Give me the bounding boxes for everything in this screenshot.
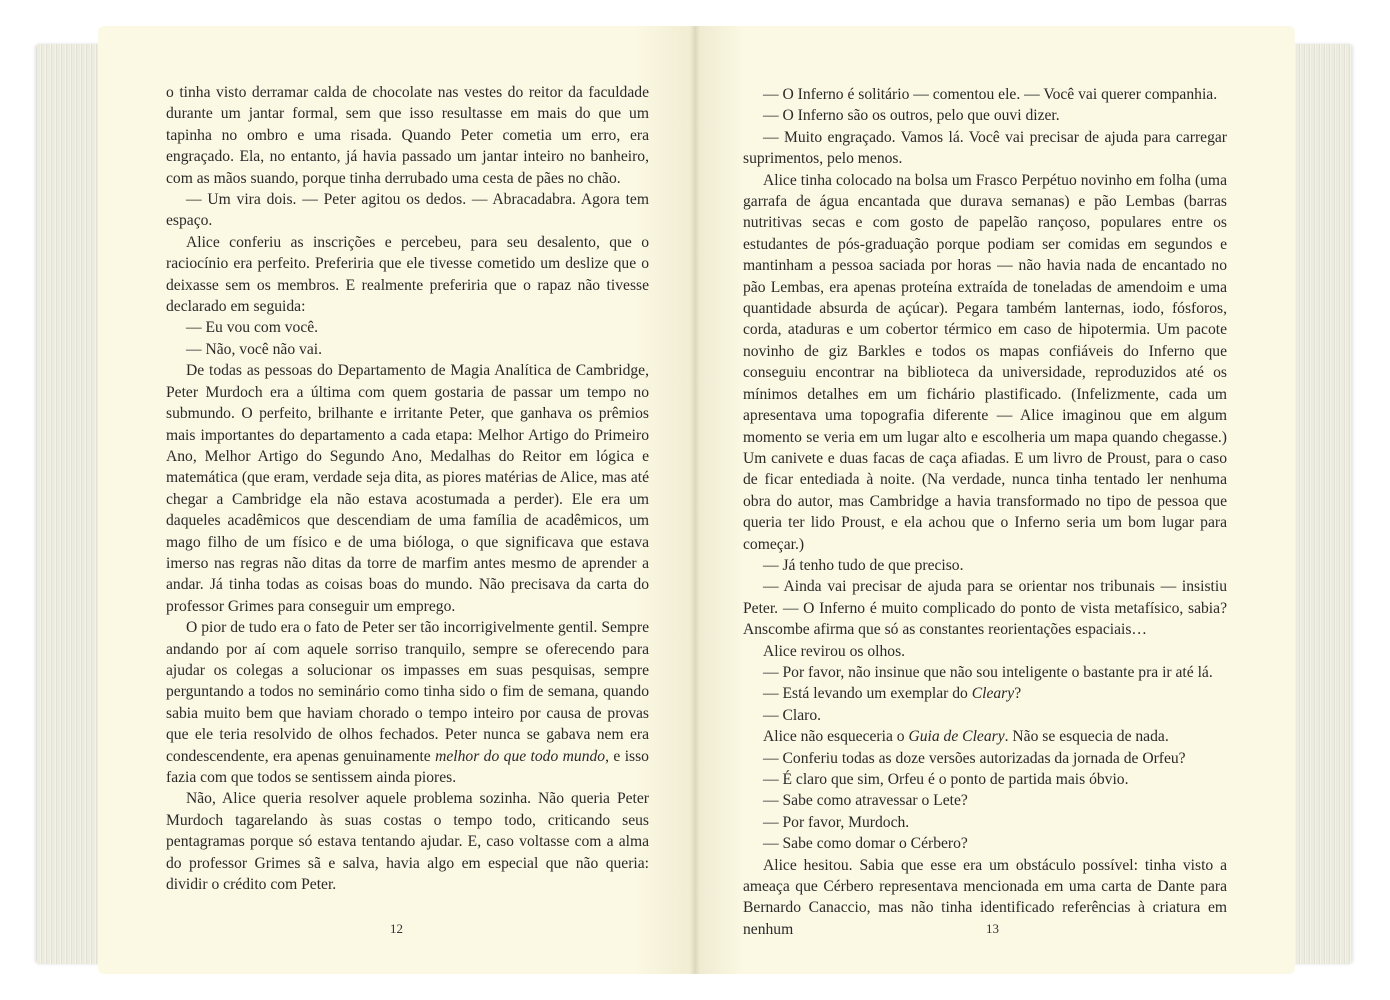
paragraph-text: — O Inferno é solitário — comentou ele. — Você vai querer companhia. xyxy=(763,86,1218,103)
paragraph-text: — É claro que sim, Orfeu é o ponto de partida mais óbvio. xyxy=(763,771,1129,788)
paragraph xyxy=(743,748,1227,769)
paragraph xyxy=(743,812,1227,833)
paragraph xyxy=(743,555,1227,576)
italic-text: melhor do que todo mundo xyxy=(435,747,606,765)
paragraph-text: — Está levando um exemplar do xyxy=(763,685,972,703)
paragraph xyxy=(743,833,1227,854)
paragraph-text: Alice revirou os olhos. xyxy=(763,642,906,660)
paragraph xyxy=(743,662,1227,683)
right-page-edges xyxy=(1290,44,1352,964)
paragraph-text: — Muito engraçado. Vamos lá. Você vai precisar de ajuda para carregar suprimentos, pelo menos. xyxy=(743,128,1227,168)
paragraph-text: O pior de tudo era o fato de Peter ser tão incorrigivelmente gentil. Sempre andando por aí com aquele sorriso tranquilo, sempre se oferecendo para ajudar os colegas a solucionar os impasses em suas pesquisas, sempre perguntando a todos no seminário como tinha sido o fim de semana, quando sabia muito bem que haviam chorado o tempo inteiro por causa de provas que ele teria resolvido de olhos fechados. Peter nunca se gabava nem era condescendente, era apenas genuinamente xyxy=(166,619,649,765)
paragraph xyxy=(166,189,649,232)
paragraph-text: — Conferiu todas as doze versões autorizadas da jornada de Orfeu? xyxy=(763,749,1186,767)
paragraph xyxy=(743,170,1227,555)
paragraph-text: o tinha visto derramar calda de chocolate nas vestes do reitor da faculdade durante um jantar formal, sem que isso resultasse em mais do que um tapinha no ombro e uma risada. Quando Peter cometia um erro, era engraçado. Ela, no entanto, já havia passado um jantar inteiro no banheiro, com as mãos suando, porque tinha derrubado uma cesta de pães no chão. xyxy=(166,84,649,187)
paragraph-text: Não, Alice queria resolver aquele problema sozinha. Não queria Peter Murdoch tagarelando às suas costas o tempo todo, criticando seus pentagramas porque só estava tentando ajudar. E, caso voltasse com a alma do professor Grimes sã e salva, havia algo em especial que não queria: dividir o crédito com Peter. xyxy=(166,790,649,894)
paragraph-text: Alice tinha colocado na bolsa um Frasco Perpétuo novinho em folha (uma garrafa de água encantada que durava semanas) e pão Lembas (barras nutritivas secas e com gosto de papelão rançoso, populares entre os estudantes de pós-graduação porque podiam ser comidas em segundos e mantinham a pessoa saciada por horas — não havia nada de encantado no pão Lembas, era apenas proteína extraída de toneladas de amendoim e uma quantidade absurda de açúcar). Pegara também lanternas, iodo, fósforos, corda, ataduras e um cobertor térmico em caso de hipotermia. Um pacote novinho de giz Barkles e todos os mapas confiáveis do Inferno que conseguiu encontrar na biblioteca da universidade, reproduzidos até os mínimos detalhes em um fichário plastificado. (Infelizmente, cada um apresentava uma topografia diferente — Alice imaginou que em algum momento se veria em um lugar alto e escolheria um mapa quando chegasse.) Um canivete e duas facas de caça afiadas. E um livro de Proust, para o caso de ficar entediada à noite. (Na verdade, nunca tinha tentado ler nenhuma obra do autor, mas Cambridge a havia transformado no tipo de pessoa que queria ter lido Proust, e ela achou que o Inferno seria um bom lugar para começar.) xyxy=(743,171,1227,553)
paragraph-text: — Claro. xyxy=(763,706,822,724)
left-page-edges xyxy=(36,44,106,964)
paragraph-text: Alice conferiu as inscrições e percebeu, para seu desalento, que o raciocínio era perfeito. Preferiria que ele tivesse cometido um deslize que o deixasse sem os membros. E realmente preferiria que o rapaz não tivesse declarado em seguida: xyxy=(166,233,649,316)
right-page xyxy=(695,26,1295,974)
paragraph xyxy=(743,790,1227,811)
paragraph xyxy=(166,617,649,788)
paragraph-text: — Já tenho tudo de que preciso. xyxy=(763,556,964,574)
paragraph-text: , e isso fazia com que todos se sentissem ainda piores. xyxy=(166,747,649,786)
italic-text: Cleary xyxy=(971,685,1015,703)
paragraph xyxy=(166,360,649,617)
paragraph xyxy=(743,641,1227,662)
paragraph-text: — Por favor, não insinue que não sou inteligente o bastante pra ir até lá. xyxy=(763,663,1213,681)
paragraph xyxy=(166,788,649,895)
paragraph xyxy=(743,855,1227,941)
right-page-text xyxy=(743,84,1227,940)
italic-text: Guia de Cleary xyxy=(908,728,1005,746)
paragraph xyxy=(743,769,1227,790)
paragraph xyxy=(166,82,649,189)
paragraph xyxy=(743,576,1227,640)
paragraph-text: Alice hesitou. Sabia que esse era um obstáculo possível: tinha visto a ameaça que Cérbero representava mencionada em uma carta de Dante para Bernardo Canaccio, mas não tinha identificado referências à criatura em nenhum xyxy=(743,856,1227,938)
left-page-number: 12 xyxy=(390,921,403,936)
paragraph-text: — Eu vou com você. xyxy=(186,319,319,337)
paragraph-text: Alice não esqueceria o xyxy=(763,728,909,746)
paragraph-text: De todas as pessoas do Departamento de Magia Analítica de Cambridge, Peter Murdoch era a última com quem gostaria de passar um tempo no submundo. O perfeito, brilhante e irritante Peter, que ganhava os prêmios mais importantes do departamento a cada etapa: Melhor Artigo do Primeiro Ano, Melhor Artigo do Segundo Ano, Medalhas do Reitor em lógica e matemática (que eram, verdade seja dita, as piores matérias de Alice, mas até chegar a Cambridge ela não estava acostumada a perder). Ele era um daqueles acadêmicos que descendiam de uma família de acadêmicos, um mago filho de um físico e de uma bióloga, o que significava que estava imerso nas regras não ditas da torre de marfim antes mesmo de aprender a andar. Já tinha todas as coisas boas do mundo. Não precisava da carta do professor Grimes para conseguir um emprego. xyxy=(166,362,649,615)
paragraph xyxy=(743,84,1227,105)
paragraph xyxy=(743,105,1227,126)
paragraph xyxy=(166,339,649,360)
paragraph-text: — Sabe como atravessar o Lete? xyxy=(763,792,968,810)
paragraph-text: ? xyxy=(1014,685,1022,703)
paragraph-text: — Sabe como domar o Cérbero? xyxy=(763,835,968,853)
paragraph xyxy=(166,232,649,318)
right-page-number: 13 xyxy=(986,921,999,936)
paragraph-text: — Não, você não vai. xyxy=(186,340,322,358)
paragraph-text: — Um vira dois. — Peter agitou os dedos. — Abracadabra. Agora tem espaço. xyxy=(166,191,649,230)
paragraph-text: — Por favor, Murdoch. xyxy=(763,813,910,831)
book-gutter xyxy=(690,26,700,974)
paragraph-text: — Ainda vai precisar de ajuda para se orientar nos tribunais — insistiu Peter. — O Inferno é muito complicado do ponto de vista metafísico, sabia? Anscombe afirma que só as constantes reorientações espaciais… xyxy=(743,578,1227,639)
paragraph-text: — O Inferno são os outros, pelo que ouvi dizer. xyxy=(763,107,1060,125)
paragraph xyxy=(166,317,649,338)
paragraph xyxy=(743,705,1227,726)
left-page xyxy=(98,26,695,974)
paragraph xyxy=(743,726,1227,747)
paragraph xyxy=(743,683,1227,704)
paragraph xyxy=(743,127,1227,170)
left-page-text xyxy=(166,82,649,895)
paragraph-text: . Não se esquecia de nada. xyxy=(1004,728,1169,746)
